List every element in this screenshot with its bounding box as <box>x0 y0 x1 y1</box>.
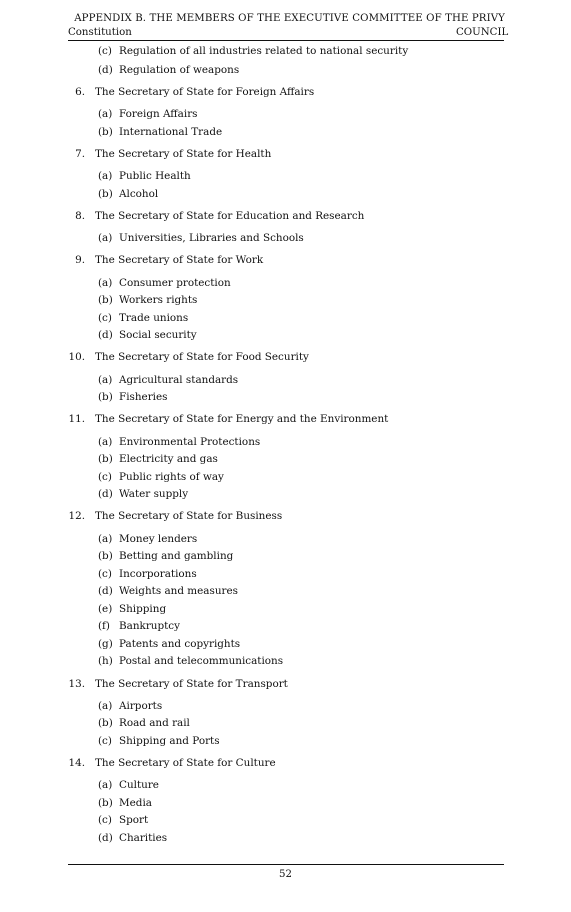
section-title: The Secretary of State for Culture <box>95 757 276 769</box>
item-text: Money lenders <box>119 533 198 545</box>
footer-rule <box>68 864 504 865</box>
item-label: (h) <box>98 655 113 667</box>
item-label: (d) <box>98 64 113 76</box>
item-label: (c) <box>98 814 112 826</box>
item-label: (a) <box>98 277 113 289</box>
item-label: (e) <box>98 603 113 615</box>
item-label: (c) <box>98 471 112 483</box>
item-text: Workers rights <box>119 294 198 306</box>
item-text: Regulation of weapons <box>119 64 240 76</box>
item-label: (b) <box>98 453 113 465</box>
item-label: (b) <box>98 550 113 562</box>
item-text: Airports <box>119 700 163 712</box>
item-label: (a) <box>98 170 113 182</box>
section-title: The Secretary of State for Foreign Affairs <box>95 86 315 98</box>
item-label: (a) <box>98 232 113 244</box>
item-label: (b) <box>98 188 113 200</box>
item-label: (b) <box>98 391 113 403</box>
section-number: 10. <box>68 351 85 363</box>
item-label: (c) <box>98 568 112 580</box>
running-header-title: APPENDIX B. THE MEMBERS OF THE EXECUTIVE COMMITTEE OF THE PRIVY <box>74 13 505 24</box>
item-label: (d) <box>98 585 113 597</box>
item-text: Environmental Protections <box>119 436 261 448</box>
item-text: Sport <box>119 814 149 826</box>
item-label: (c) <box>98 45 112 57</box>
item-text: Bankruptcy <box>119 620 180 632</box>
running-header-left: Constitution <box>68 27 132 38</box>
section-title: The Secretary of State for Transport <box>95 678 288 690</box>
item-text: Consumer protection <box>119 277 231 289</box>
section-title: The Secretary of State for Business <box>95 510 283 522</box>
item-text: Media <box>119 797 152 809</box>
section-title: The Secretary of State for Health <box>95 148 272 160</box>
item-text: Shipping and Ports <box>119 735 220 747</box>
item-label: (a) <box>98 700 113 712</box>
section-title: The Secretary of State for Education and Research <box>95 210 365 222</box>
item-label: (d) <box>98 832 113 844</box>
item-label: (d) <box>98 488 113 500</box>
item-text: Patents and copyrights <box>119 638 241 650</box>
section-number: 8. <box>75 210 85 222</box>
page-number: 52 <box>279 869 292 880</box>
section-title: The Secretary of State for Energy and the Environment <box>95 413 389 425</box>
item-label: (b) <box>98 717 113 729</box>
item-label: (a) <box>98 533 113 545</box>
item-text: Charities <box>119 832 168 844</box>
item-text: Postal and telecommunications <box>119 655 284 667</box>
item-label: (b) <box>98 294 113 306</box>
item-text: Universities, Libraries and Schools <box>119 232 304 244</box>
item-text: Public Health <box>119 170 191 182</box>
section-title: The Secretary of State for Work <box>95 254 264 266</box>
item-text: Incorporations <box>119 568 197 580</box>
item-label: (g) <box>98 638 113 650</box>
item-text: Weights and measures <box>119 585 238 597</box>
item-text: Electricity and gas <box>119 453 218 465</box>
section-number: 14. <box>68 757 85 769</box>
item-text: Public rights of way <box>119 471 224 483</box>
section-number: 13. <box>68 678 85 690</box>
item-text: International Trade <box>119 126 223 138</box>
item-text: Trade unions <box>119 312 189 324</box>
item-label: (d) <box>98 329 113 341</box>
section-number: 11. <box>68 413 85 425</box>
section-number: 6. <box>75 86 85 98</box>
item-label: (c) <box>98 735 112 747</box>
item-text: Agricultural standards <box>119 374 239 386</box>
item-label: (a) <box>98 436 113 448</box>
item-label: (b) <box>98 797 113 809</box>
item-text: Fisheries <box>119 391 168 403</box>
section-number: 7. <box>75 148 85 160</box>
item-text: Culture <box>119 779 159 791</box>
item-label: (a) <box>98 779 113 791</box>
item-text: Foreign Affairs <box>119 108 198 120</box>
section-title: The Secretary of State for Food Security <box>95 351 309 363</box>
item-text: Social security <box>119 329 197 341</box>
header-rule <box>68 40 504 41</box>
item-text: Shipping <box>119 603 167 615</box>
item-text: Betting and gambling <box>119 550 234 562</box>
item-text: Alcohol <box>119 188 159 200</box>
item-label: (a) <box>98 108 113 120</box>
item-text: Regulation of all industries related to national security <box>119 45 409 57</box>
item-label: (a) <box>98 374 113 386</box>
item-text: Water supply <box>119 488 189 500</box>
item-text: Road and rail <box>119 717 190 729</box>
item-label: (f) <box>98 620 110 632</box>
item-label: (c) <box>98 312 112 324</box>
section-number: 12. <box>68 510 85 522</box>
running-header-right: COUNCIL <box>456 27 509 38</box>
item-label: (b) <box>98 126 113 138</box>
section-number: 9. <box>75 254 85 266</box>
